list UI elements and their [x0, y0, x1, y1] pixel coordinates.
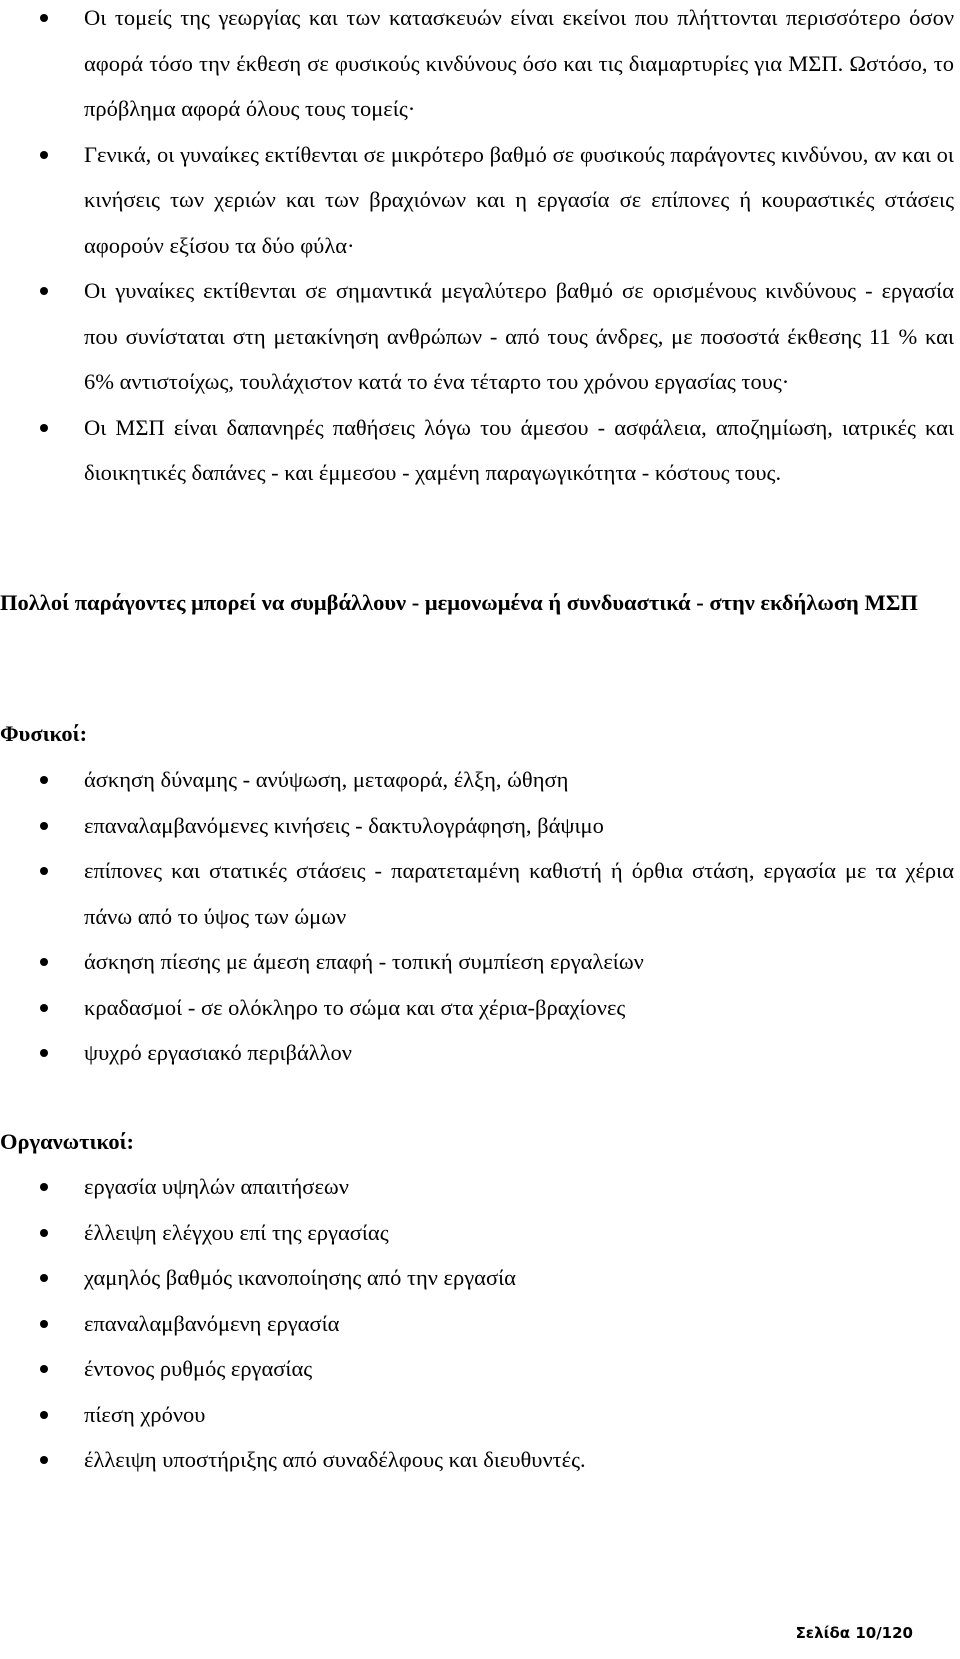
bullet-icon: [40, 822, 48, 830]
list-item-text: επίπονες και στατικές στάσεις - παρατεταμένη καθιστή ή όρθια στάση, εργασία με τα χέρια πάνω από το ύψος των ώμων: [84, 858, 954, 929]
list-item-text: Οι ΜΣΠ είναι δαπανηρές παθήσεις λόγω του άμεσου - ασφάλεια, αποζημίωση, ιατρικές και διοικητικές δαπάνες - και έμμεσου - χαμένη παραγωγικότητα - κόστους τους.: [84, 414, 954, 485]
list-item: [0, 1437, 960, 1483]
bullet-icon: [40, 424, 48, 432]
organizational-factors-list: [0, 1164, 960, 1483]
list-item: [0, 268, 960, 405]
list-item-text: ψυχρό εργασιακό περιβάλλον: [84, 1040, 352, 1065]
list-item: [0, 405, 960, 496]
bullet-icon: [40, 1183, 48, 1191]
bullet-icon: [40, 1320, 48, 1328]
bullet-icon: [40, 958, 48, 966]
bullet-icon: [40, 14, 48, 22]
physical-factors-title: Φυσικοί:: [0, 721, 88, 746]
list-item-text: Γενικά, οι γυναίκες εκτίθενται σε μικρότερο βαθμό σε φυσικούς παράγοντες κινδύνου, αν και οι κινήσεις των χεριών και των βραχιόνων και η εργασία σε επίπονες ή κουραστικές στάσεις αφορούν εξίσου τα δύο φύλα·: [84, 141, 954, 258]
list-item: [0, 1210, 960, 1256]
bullet-icon: [40, 1049, 48, 1057]
bullet-icon: [40, 1411, 48, 1419]
list-item: [0, 803, 960, 849]
organizational-factors-title: Οργανωτικοί:: [0, 1129, 135, 1154]
list-item-text: έλλειψη υποστήριξης από συναδέλφους και διευθυντές.: [84, 1447, 586, 1472]
bullet-icon: [40, 776, 48, 784]
bullet-icon: [40, 1229, 48, 1237]
list-item-text: έντονος ρυθμός εργασίας: [84, 1356, 313, 1381]
list-item-text: χαμηλός βαθμός ικανοποίησης από την εργασία: [84, 1265, 516, 1290]
list-item: [0, 132, 960, 269]
list-item-text: πίεση χρόνου: [84, 1401, 206, 1427]
list-item: [0, 985, 960, 1031]
physical-factors-list: [0, 757, 960, 1076]
list-item: [0, 848, 960, 939]
list-item-text: Οι τομείς της γεωργίας και των κατασκευών είναι εκείνοι που πλήττονται περισσότερο όσον αφορά τόσο την έκθεση σε φυσικούς κινδύνους όσο και τις διαμαρτυρίες για ΜΣΠ. Ωστόσο, το πρόβλημα αφορά όλους τους τομείς·: [84, 5, 954, 121]
section-heading: Πολλοί παράγοντες μπορεί να συμβάλλουν - μεμονωμένα ή συνδυαστικά - στην εκδήλωση ΜΣΠ: [0, 590, 918, 615]
page-number: Σελίδα 10/120: [795, 1624, 913, 1642]
bullet-icon: [40, 1456, 48, 1464]
list-item: [0, 1030, 960, 1076]
list-item-text: κραδασμοί - σε ολόκληρο το σώμα και στα χέρια-βραχίονες: [84, 994, 626, 1020]
list-item-text: εργασία υψηλών απαιτήσεων: [84, 1174, 349, 1199]
list-item-text: επαναλαμβανόμενη εργασία: [84, 1310, 340, 1336]
bullet-icon: [40, 1004, 48, 1012]
bullet-icon: [40, 867, 48, 875]
list-item-text: άσκηση πίεσης με άμεση επαφή - τοπική συμπίεση εργαλείων: [84, 949, 644, 974]
list-item: [0, 1301, 960, 1347]
list-item-text: έλλειψη ελέγχου επί της εργασίας: [84, 1219, 389, 1245]
list-item: [0, 757, 960, 803]
list-item-text: Οι γυναίκες εκτίθενται σε σημαντικά μεγαλύτερο βαθμό σε ορισμένους κινδύνους - εργασία που συνίσταται στη μετακίνηση ανθρώπων - από τους άνδρες, με ποσοστά έκθεσης 11 % και 6% αντιστοίχως, τουλάχιστον κατά το ένα τέταρτο του χρόνου εργασίας τους·: [84, 278, 954, 394]
bullet-icon: [40, 1274, 48, 1282]
list-item: [0, 1392, 960, 1438]
list-item-text: επαναλαμβανόμενες κινήσεις - δακτυλογράφηση, βάψιμο: [84, 812, 604, 838]
intro-bullet-list: [0, 0, 960, 496]
list-item: [0, 939, 960, 985]
list-item: [0, 1346, 960, 1392]
list-item: [0, 0, 960, 132]
list-item: [0, 1255, 960, 1301]
bullet-icon: [40, 287, 48, 295]
bullet-icon: [40, 1365, 48, 1373]
list-item: [0, 1164, 960, 1210]
bullet-icon: [40, 151, 48, 159]
list-item-text: άσκηση δύναμης - ανύψωση, μεταφορά, έλξη, ώθηση: [84, 767, 569, 792]
